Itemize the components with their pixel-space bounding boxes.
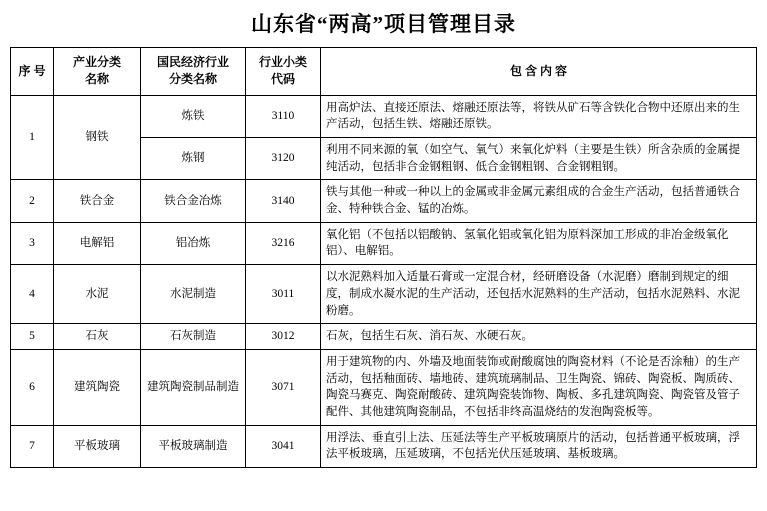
cell-national-industry: 建筑陶瓷制品制造 — [141, 349, 246, 425]
cell-industry-code: 3041 — [246, 425, 321, 467]
cell-national-industry: 炼铁 — [141, 95, 246, 137]
table-row — [11, 349, 757, 425]
cell-industry-category: 电解铝 — [54, 222, 141, 264]
cell-industry-category: 建筑陶瓷 — [54, 349, 141, 425]
cell-content: 用高炉法、直接还原法、熔融还原法等，将铁从矿石等含铁化合物中还原出来的生产活动，包括生铁、熔融还原铁。 — [321, 95, 757, 137]
table-row — [11, 425, 757, 467]
table-row — [11, 265, 757, 324]
column-header-code-line2: 代码 — [270, 72, 295, 87]
column-header-industry-line2: 名称 — [84, 72, 109, 87]
cell-content: 铁与其他一种或一种以上的金属或非金属元素组成的合金生产活动，包括普通铁合金、特种铁合金、锰的冶炼。 — [321, 180, 757, 222]
cell-industry-code: 3071 — [246, 349, 321, 425]
table-row — [11, 222, 757, 264]
cell-content: 石灰，包括生石灰、消石灰、水硬石灰。 — [321, 324, 757, 350]
cell-seq: 5 — [11, 324, 54, 350]
cell-seq: 2 — [11, 180, 54, 222]
page-title: 山东省“两高”项目管理目录 — [251, 12, 516, 36]
cell-content: 以水泥熟料加入适量石膏或一定混合材，经研磨设备（水泥磨）磨制到规定的细度，制成水凝水泥的生产活动，还包括水泥熟料的生产活动，包括水泥熟料、水泥粉磨。 — [321, 265, 757, 324]
cell-national-industry: 水泥制造 — [141, 265, 246, 324]
cell-national-industry: 铝冶炼 — [141, 222, 246, 264]
table-row — [11, 180, 757, 222]
column-header-industry-line1: 产业分类 — [72, 55, 121, 69]
table-body — [11, 95, 757, 467]
column-header-national-line2: 分类名称 — [168, 72, 217, 87]
table-row — [11, 95, 757, 137]
cell-industry-code: 3011 — [246, 265, 321, 324]
cell-seq: 7 — [11, 425, 54, 467]
column-header-content: 包 含 内 容 — [321, 48, 757, 96]
cell-industry-code: 3140 — [246, 180, 321, 222]
table-header-row — [11, 48, 757, 96]
cell-industry-code: 3110 — [246, 95, 321, 137]
cell-industry-code: 3120 — [246, 138, 321, 180]
cell-national-industry: 平板玻璃制造 — [141, 425, 246, 467]
cell-industry-category: 石灰 — [54, 324, 141, 350]
cell-content: 用浮法、垂直引上法、压延法等生产平板玻璃原片的活动，包括普通平板玻璃，浮法平板玻璃，压延玻璃，不包括光伏压延玻璃、基板玻璃。 — [321, 425, 757, 467]
cell-industry-code: 3012 — [246, 324, 321, 350]
column-header-industry — [54, 48, 141, 96]
cell-content: 氧化铝（不包括以铝酸钠、氢氧化铝或氧化铝为原料深加工形成的非冶金级氧化铝）、电解铝。 — [321, 222, 757, 264]
cell-industry-category: 铁合金 — [54, 180, 141, 222]
cell-industry-category: 水泥 — [54, 265, 141, 324]
cell-national-industry: 石灰制造 — [141, 324, 246, 350]
table-row — [11, 324, 757, 350]
cell-content: 用于建筑物的内、外墙及地面装饰或耐酸腐蚀的陶瓷材料（不论是否涂釉）的生产活动，包括釉面砖、墙地砖、建筑琉璃制品、卫生陶瓷、锦砖、陶瓷板、陶质砖、陶瓷马赛克、陶瓷耐酸砖、建筑陶瓷装饰物、陶板、多孔建筑陶瓷、陶瓷管及管子配件、其他建筑陶瓷制品，不包括非终高温烧结的发泡陶瓷板等。 — [321, 349, 757, 425]
cell-seq: 3 — [11, 222, 54, 264]
column-header-seq: 序 号 — [11, 48, 54, 96]
column-header-national-industry — [141, 48, 246, 96]
cell-seq: 1 — [11, 95, 54, 180]
column-header-code-line1: 行业小类 — [258, 55, 307, 69]
cell-industry-category: 平板玻璃 — [54, 425, 141, 467]
cell-national-industry: 铁合金冶炼 — [141, 180, 246, 222]
cell-industry-code: 3216 — [246, 222, 321, 264]
column-header-code — [246, 48, 321, 96]
cell-national-industry: 炼钢 — [141, 138, 246, 180]
table-header — [11, 48, 757, 96]
catalog-table — [10, 47, 757, 468]
cell-seq: 4 — [11, 265, 54, 324]
column-header-national-line1: 国民经济行业 — [156, 55, 229, 69]
cell-seq: 6 — [11, 349, 54, 425]
cell-industry-category: 钢铁 — [54, 95, 141, 180]
document-page — [0, 8, 767, 511]
cell-content: 利用不同来源的氧（如空气、氧气）来氧化炉料（主要是生铁）所含杂质的金属提纯活动，包括非合金钢粗钢、低合金钢粗钢、合金钢粗钢。 — [321, 138, 757, 180]
